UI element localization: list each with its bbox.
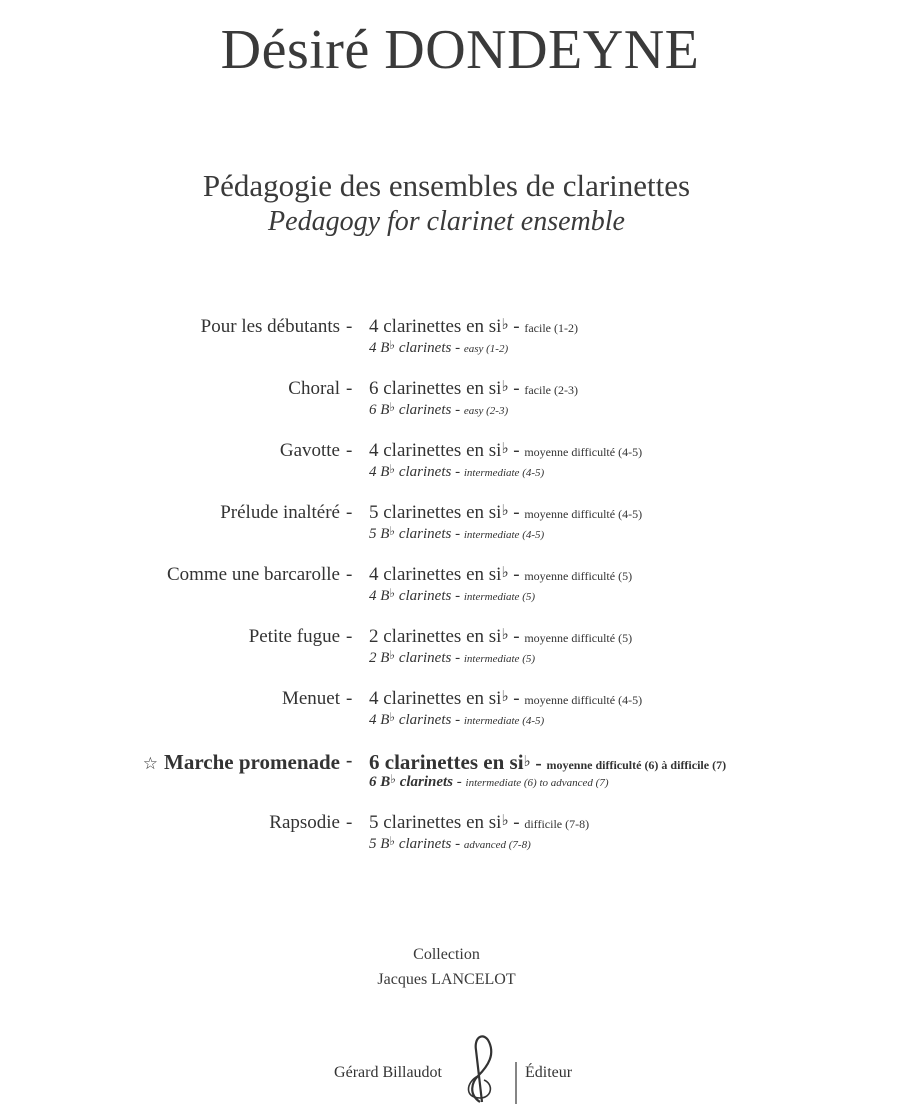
instrumentation-label: clarinets (395, 712, 452, 728)
difficulty-english: intermediate (4-5) (463, 715, 545, 727)
instrumentation-count: 6 B (369, 774, 391, 790)
instrumentation-english (369, 402, 508, 419)
treble-clef-icon (438, 1032, 518, 1104)
separator: - (346, 750, 353, 771)
separator: - (346, 502, 353, 523)
instrumentation-label: clarinets (395, 588, 452, 604)
instrumentation-label: clarinets (395, 340, 452, 356)
instrumentation-count: 4 B (369, 464, 390, 480)
instrumentation-text: 2 clarinettes en si (369, 626, 502, 647)
instrumentation-text: 4 clarinettes en si (369, 316, 502, 337)
flat-icon: ♭ (390, 772, 396, 786)
work-title (282, 688, 340, 710)
separator: - (346, 626, 353, 647)
instrumentation-english (369, 836, 531, 853)
collection-block (0, 942, 893, 992)
separator: - (513, 812, 520, 833)
flat-icon: ♭ (501, 441, 509, 457)
separator: - (346, 316, 353, 337)
separator: - (513, 564, 520, 585)
instrumentation-text: 5 clarinettes en si (369, 812, 502, 833)
separator: - (455, 464, 461, 480)
collection-label: Collection (413, 946, 480, 963)
flat-icon: ♭ (501, 813, 509, 829)
flat-icon: ♭ (523, 754, 531, 770)
instrumentation-text: 4 clarinettes en si (369, 440, 502, 461)
separator: - (455, 526, 461, 542)
instrumentation-french (369, 378, 578, 400)
work-item (0, 440, 920, 490)
instrumentation-text: 6 clarinettes en si (369, 378, 502, 399)
difficulty-french: moyenne difficulté (6) à difficile (7) (546, 758, 727, 772)
difficulty-french: difficile (7-8) (524, 817, 590, 831)
work-item (0, 750, 920, 800)
instrumentation-english (369, 588, 535, 605)
flat-icon: ♭ (389, 462, 396, 476)
separator: - (455, 588, 461, 604)
work-item (0, 564, 920, 614)
instrumentation-count: 5 B (369, 836, 390, 852)
instrumentation-french (369, 812, 589, 834)
work-title (167, 564, 340, 586)
separator: - (346, 688, 353, 709)
work-item (0, 502, 920, 552)
instrumentation-english (369, 464, 544, 481)
instrumentation-english (369, 340, 508, 357)
difficulty-french: moyenne difficulté (4-5) (524, 445, 643, 459)
instrumentation-text: 6 clarinettes en si (369, 750, 524, 774)
instrumentation-french (369, 502, 642, 524)
flat-icon: ♭ (389, 338, 396, 352)
separator: - (455, 340, 461, 356)
separator: - (456, 774, 462, 790)
separator: - (513, 502, 520, 523)
difficulty-english: intermediate (4-5) (463, 467, 545, 479)
work-title (288, 378, 340, 400)
separator: - (535, 753, 542, 774)
separator: - (455, 712, 461, 728)
work-title-text: Marche promenade (164, 750, 340, 774)
difficulty-french: moyenne difficulté (5) (524, 631, 633, 645)
flat-icon: ♭ (501, 503, 509, 519)
instrumentation-count: 4 B (369, 588, 390, 604)
instrumentation-text: 4 clarinettes en si (369, 688, 502, 709)
work-title (143, 750, 340, 775)
instrumentation-label: clarinets (395, 526, 452, 542)
instrumentation-english (369, 650, 535, 667)
work-title-text: Gavotte (279, 440, 340, 461)
instrumentation-french (369, 316, 578, 338)
work-title (249, 626, 340, 648)
work-title (201, 316, 340, 338)
instrumentation-count: 2 B (369, 650, 390, 666)
work-title-text: Choral (288, 378, 340, 399)
publisher-role: Éditeur (525, 1064, 573, 1081)
difficulty-french: facile (1-2) (524, 321, 578, 335)
instrumentation-label: clarinets (395, 774, 454, 790)
work-item (0, 688, 920, 738)
separator: - (346, 440, 353, 461)
flat-icon: ♭ (389, 710, 396, 724)
instrumentation-text: 4 clarinettes en si (369, 564, 502, 585)
difficulty-french: moyenne difficulté (5) (524, 569, 633, 583)
difficulty-english: intermediate (5) (463, 591, 536, 603)
instrumentation-count: 4 B (369, 340, 390, 356)
title-english: Pedagogy for clarinet ensemble (268, 206, 625, 237)
flat-icon: ♭ (501, 689, 509, 705)
title-french: Pédagogie des ensembles de clarinettes (202, 168, 691, 203)
separator: - (346, 812, 353, 833)
work-title-text: Rapsodie (269, 812, 340, 833)
difficulty-english: intermediate (6) to advanced (7) (465, 777, 609, 789)
instrumentation-count: 6 B (369, 402, 390, 418)
publisher-name: Gérard Billaudot (334, 1064, 442, 1081)
work-item (0, 316, 920, 366)
flat-icon: ♭ (389, 586, 396, 600)
instrumentation-french (369, 750, 726, 775)
difficulty-french: moyenne difficulté (4-5) (524, 507, 643, 521)
star-icon: ☆ (142, 754, 159, 773)
instrumentation-count: 4 B (369, 712, 390, 728)
separator: - (455, 402, 461, 418)
instrumentation-english (369, 712, 544, 729)
separator: - (513, 440, 520, 461)
work-title-text: Menuet (281, 688, 340, 709)
instrumentation-english (369, 774, 608, 791)
composer-name: Désiré DONDEYNE (220, 19, 700, 81)
work-item (0, 626, 920, 676)
flat-icon: ♭ (389, 834, 396, 848)
work-title-text: Pour les débutants (200, 316, 340, 337)
instrumentation-french (369, 626, 632, 648)
separator: - (346, 378, 353, 399)
instrumentation-text: 5 clarinettes en si (369, 502, 502, 523)
difficulty-english: intermediate (4-5) (463, 529, 545, 541)
flat-icon: ♭ (389, 648, 396, 662)
instrumentation-english (369, 526, 544, 543)
separator: - (455, 836, 461, 852)
difficulty-english: intermediate (5) (463, 653, 536, 665)
flat-icon: ♭ (501, 379, 509, 395)
work-title-text: Prélude inaltéré (220, 502, 340, 523)
instrumentation-label: clarinets (395, 650, 452, 666)
work-title-text: Comme une barcarolle (166, 564, 340, 585)
work-title (280, 440, 340, 462)
instrumentation-label: clarinets (395, 464, 452, 480)
instrumentation-count: 5 B (369, 526, 390, 542)
difficulty-french: facile (2-3) (524, 383, 578, 397)
instrumentation-label: clarinets (395, 836, 452, 852)
difficulty-english: easy (1-2) (463, 343, 509, 355)
instrumentation-french (369, 440, 642, 462)
difficulty-english: easy (2-3) (463, 405, 509, 417)
collection-name: Jacques LANCELOT (377, 971, 516, 988)
work-item (0, 378, 920, 428)
work-title-text: Petite fugue (248, 626, 340, 647)
instrumentation-french (369, 688, 642, 710)
separator: - (513, 378, 520, 399)
difficulty-english: advanced (7-8) (463, 839, 531, 851)
separator: - (513, 316, 520, 337)
flat-icon: ♭ (501, 317, 509, 333)
separator: - (455, 650, 461, 666)
separator: - (513, 626, 520, 647)
work-item (0, 812, 920, 862)
work-title (220, 502, 340, 524)
difficulty-french: moyenne difficulté (4-5) (524, 693, 643, 707)
flat-icon: ♭ (389, 524, 396, 538)
instrumentation-label: clarinets (395, 402, 452, 418)
separator: - (346, 564, 353, 585)
instrumentation-french (369, 564, 632, 586)
separator: - (513, 688, 520, 709)
flat-icon: ♭ (389, 400, 396, 414)
flat-icon: ♭ (501, 627, 509, 643)
work-title (269, 812, 340, 834)
flat-icon: ♭ (501, 565, 509, 581)
